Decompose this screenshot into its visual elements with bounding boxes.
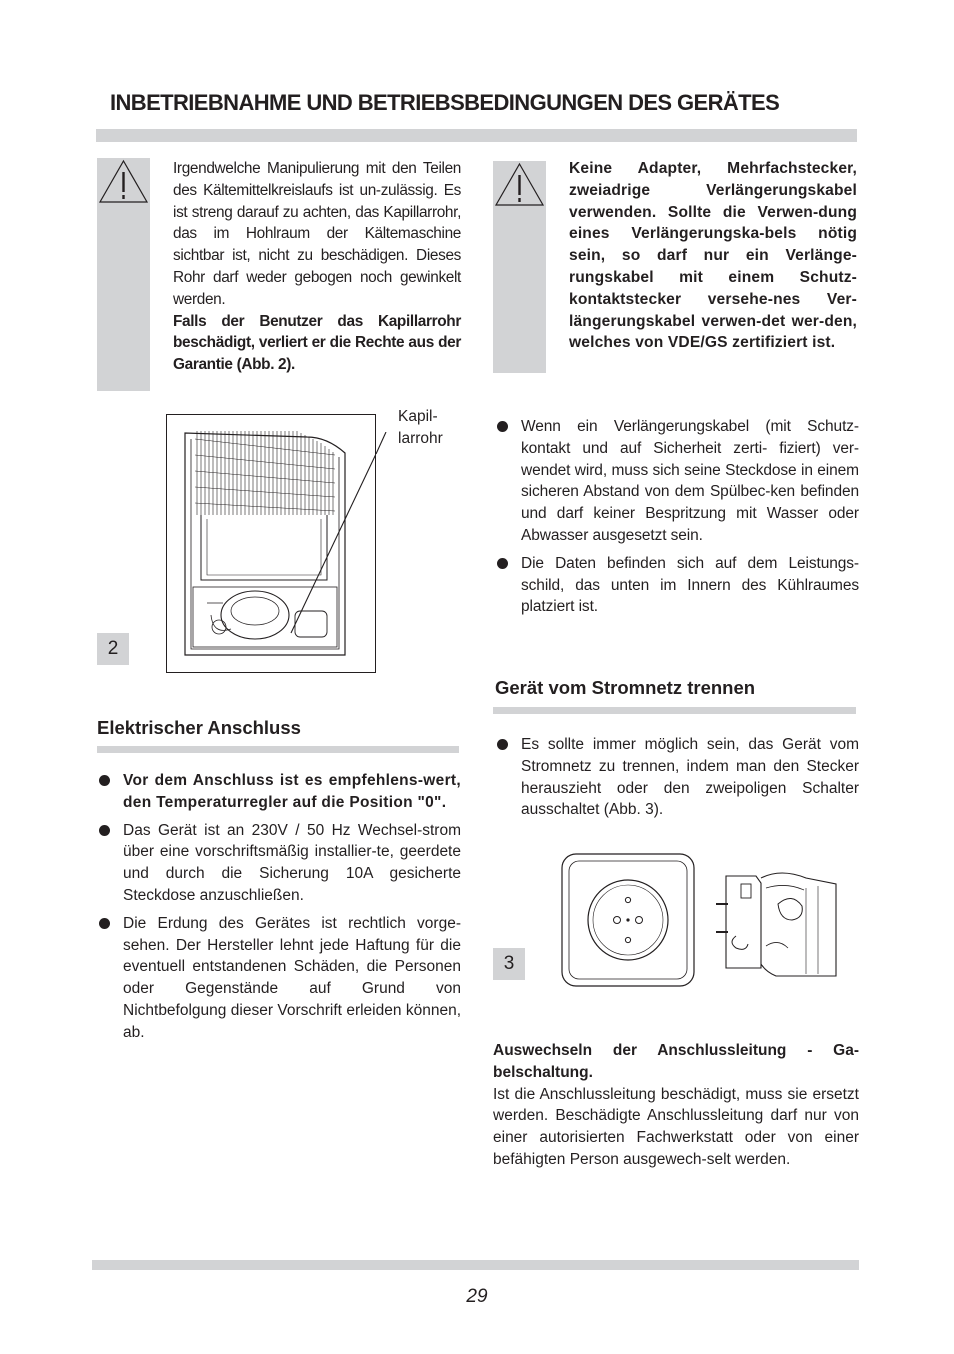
anschluss-bullet-block xyxy=(97,770,461,1050)
figure-2-frame xyxy=(166,414,376,673)
warning-left-box xyxy=(97,158,150,391)
figure-3-illustration xyxy=(556,848,846,993)
bullet-icon xyxy=(497,421,508,432)
list-item: Vor dem Anschluss ist es empfehlens-wert, den Temperaturregler auf die Position "0". xyxy=(97,770,461,814)
section-underline-anschluss xyxy=(97,746,459,753)
auswechseln-text: Ist die Anschlussleitung beschädigt, muss sie ersetzt werden. Beschädigte Anschlussleitung darf nur von einer autorisierten Fachwerkstatt oder von einer befähigten Person ausgewech-selt werden. xyxy=(493,1085,859,1168)
bullet-icon xyxy=(99,775,110,786)
auswechseln-heading: Auswechseln der Anschlussleitung - Ga-belschaltung. xyxy=(493,1042,859,1081)
callout-leader-line xyxy=(370,432,430,462)
page-title: INBETRIEBNAHME UND BETRIEBSBEDINGUNGEN DES GERÄTES xyxy=(110,90,780,115)
list-item: Die Erdung des Gerätes ist rechtlich vorge-sehen. Der Hersteller lehnt jede Haftung für die eventuell entstandenen Schäden, die Personen oder Gegenstände auf Grund von Nichtbefolgung dieser Vorschrift erleiden können, ab. xyxy=(97,913,461,1044)
warning-triangle-icon xyxy=(493,161,546,211)
figure-2-label: 2 xyxy=(97,633,129,665)
figure-3-label: 3 xyxy=(493,948,525,980)
bullet-icon xyxy=(99,918,110,929)
list-item: Es sollte immer möglich sein, das Gerät vom Stromnetz zu trennen, indem man den Stecker herauszieht oder den zweipoligen Schalter ausschaltet (Abb. 3). xyxy=(495,734,859,821)
section-heading-trennen: Gerät vom Stromnetz trennen xyxy=(495,677,756,698)
warning-left-text: Irgendwelche Manipulierung mit den Teilen des Kältemittelkreislaufs ist un-zulässig. Es ist streng darauf zu achten, das Kapillarrohr, das im Hohlraum der Kältemaschine sichtbar ist, nicht zu beschädigen. Dieses Rohr darf weder gebogen noch gewinkelt werden. xyxy=(173,160,461,308)
section-underline-trennen xyxy=(493,707,856,714)
page-number: 29 xyxy=(466,1286,488,1307)
warning-right-box xyxy=(493,161,546,373)
list-item: Die Daten befinden sich auf dem Leistungs-schild, das unten im Innern des Kühlraumes platziert ist. xyxy=(495,553,859,618)
bullet-icon xyxy=(497,739,508,750)
fridge-back-illustration xyxy=(167,415,375,672)
bullet-icon xyxy=(99,825,110,836)
warning-triangle-icon xyxy=(97,158,150,208)
bullet-icon xyxy=(497,558,508,569)
warning-left-text-block xyxy=(173,158,461,376)
title-underline xyxy=(96,129,857,142)
callout-line1: Kapil- xyxy=(398,408,438,425)
section-heading-anschluss: Elektrischer Anschluss xyxy=(97,717,301,738)
warning-right-text: Keine Adapter, Mehrfachstecker, zweiadrige Verlängerungskabel verwenden. Sollte die Verwen-dung eines Verlängerungska-bels nötig sein, so darf nur ein Verlänge- rungskabel mit einem Schutz-kontaktstecker versehe-nes Ver-längerungskabel verwen-det wer-den, welches von VDE/GS zertifiziert ist. xyxy=(569,160,857,352)
right-bullets-top xyxy=(495,416,859,624)
auswechseln-block xyxy=(493,1040,859,1171)
callout-line2: larrohr xyxy=(398,429,443,447)
footer-bar xyxy=(92,1260,859,1270)
trennen-bullet-block xyxy=(495,734,859,827)
warning-left-bold: Falls der Benutzer das Kapillarrohr beschädigt, verliert er die Rechte aus der Garantie (Abb. 2). xyxy=(173,312,461,374)
list-item: Wenn ein Verlängerungskabel (mit Schutz-kontakt und auf Sicherheit zerti- fiziert) ver-wendet wird, muss sich seine Steckdose in einem sicheren Abstand von dem Spülbec-ken befinden und darf keiner Bespritzung mit Wasser oder Abwasser ausgesetzt sein. xyxy=(495,416,859,547)
list-item: Das Gerät ist an 230V / 50 Hz Wechsel-strom über eine vorschriftsmäßig installier-te, geerdete und durch die Sicherung 10A gesicherte Steckdose anzuschließen. xyxy=(97,820,461,907)
